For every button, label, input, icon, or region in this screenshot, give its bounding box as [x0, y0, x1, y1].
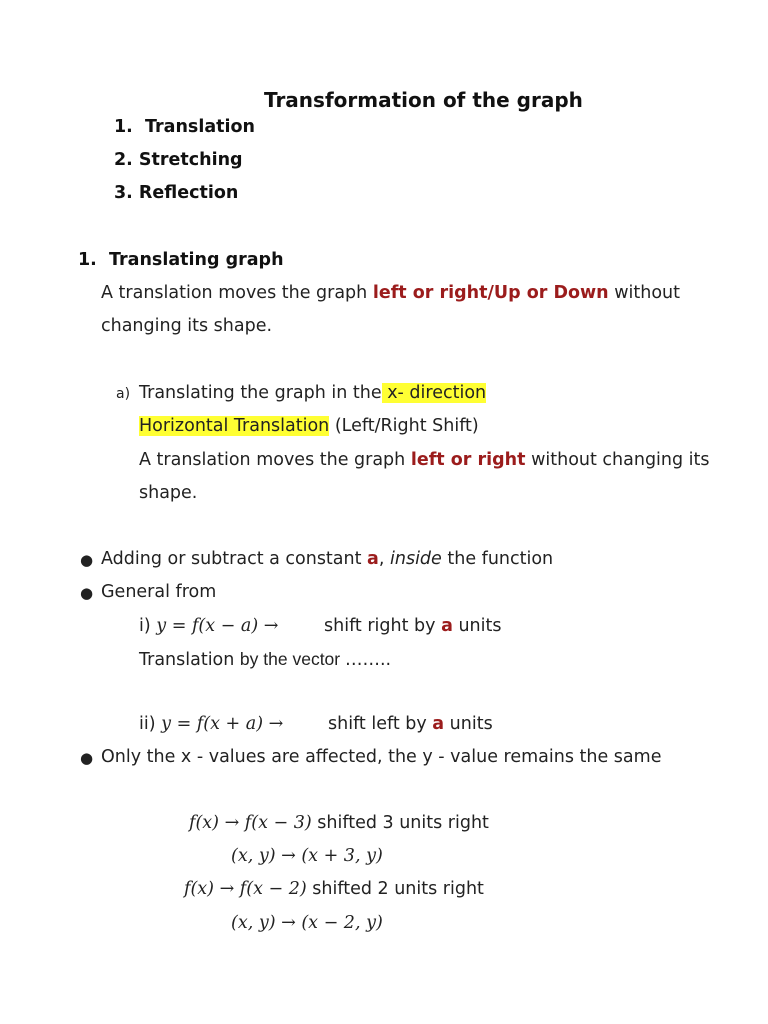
math-expression: f(x) → f(x − 3) [189, 813, 312, 833]
bullet-dot-icon: ● [80, 551, 94, 569]
subsection-line-4: shape. [139, 483, 198, 503]
bullet-item-1 [101, 549, 553, 569]
text: without [608, 283, 680, 303]
section-num: 1. [78, 250, 97, 270]
page-title: Transformation of the graph [264, 88, 583, 112]
text: shift right by [324, 616, 442, 636]
general-form-ii-desc [328, 714, 493, 734]
emphasis-text: left or right [410, 450, 526, 470]
toc-label: Stretching [138, 150, 243, 170]
toc-item-3 [114, 183, 238, 203]
section-heading-text: Translating graph [109, 250, 284, 270]
bullet-dot-icon: ● [80, 749, 94, 767]
subsection-marker: a) [116, 386, 131, 402]
general-form-ii [139, 714, 283, 734]
text: Translation [139, 650, 240, 670]
text: by the vector [239, 649, 345, 669]
text: shift left by [328, 714, 433, 734]
example-2-mapping [231, 913, 383, 933]
subsection-line-2 [139, 416, 479, 436]
translation-vector-line [139, 649, 391, 670]
text: , [378, 549, 390, 569]
text: A translation moves the graph [139, 450, 411, 470]
section-line-2: changing its shape. [101, 316, 273, 336]
highlighted-text: Horizontal Translation [139, 416, 330, 436]
text: A translation moves the graph [101, 283, 373, 303]
text: Adding or subtract a constant [101, 549, 368, 569]
example-1 [189, 813, 489, 833]
subsection-line-1 [139, 383, 486, 403]
text: Translating the graph in the [139, 383, 382, 403]
text: the function [441, 549, 554, 569]
toc-item-1 [114, 117, 255, 137]
text: ii) [139, 714, 162, 734]
emphasis-text: a [432, 714, 445, 734]
math-expression: (x, y) → (x − 2, y) [231, 913, 383, 933]
toc-num: 2. [114, 150, 133, 170]
toc-item-2 [114, 150, 243, 170]
math-expression: (x, y) → (x + 3, y) [231, 846, 383, 866]
general-form-i [139, 616, 278, 636]
bullet-item-3: Only the x - values are affected, the y - value remains the same [101, 747, 662, 767]
text: (Left/Right Shift) [329, 416, 479, 436]
italic-text: inside [390, 549, 442, 569]
text: shifted 2 units right [306, 879, 484, 899]
text: i) [139, 616, 157, 636]
text: shifted 3 units right [311, 813, 489, 833]
text: …….. [344, 650, 392, 670]
subsection-line-3 [139, 450, 710, 470]
bullet-item-2: General from [101, 582, 217, 602]
math-expression: f(x) → f(x − 2) [184, 879, 307, 899]
highlighted-text: x- direction [381, 383, 487, 403]
general-form-i-desc [324, 616, 501, 636]
toc-label: Reflection [138, 183, 239, 203]
example-1-mapping [231, 846, 383, 866]
emphasis-text: left or right/Up or Down [372, 283, 609, 303]
text: units [452, 616, 502, 636]
toc-num: 1. [114, 117, 133, 137]
emphasis-text: a [441, 616, 453, 636]
text: units [444, 714, 493, 734]
toc-label: Translation [145, 117, 255, 137]
math-expression: y = f(x + a) → [161, 714, 284, 734]
toc-num: 3. [114, 183, 133, 203]
bullet-dot-icon: ● [80, 584, 94, 602]
section-heading [78, 250, 284, 270]
example-2 [184, 879, 484, 899]
text: without changing its [525, 450, 710, 470]
emphasis-text: a [367, 549, 379, 569]
section-line-1 [101, 283, 680, 303]
math-expression: y = f(x − a) → [156, 616, 279, 636]
